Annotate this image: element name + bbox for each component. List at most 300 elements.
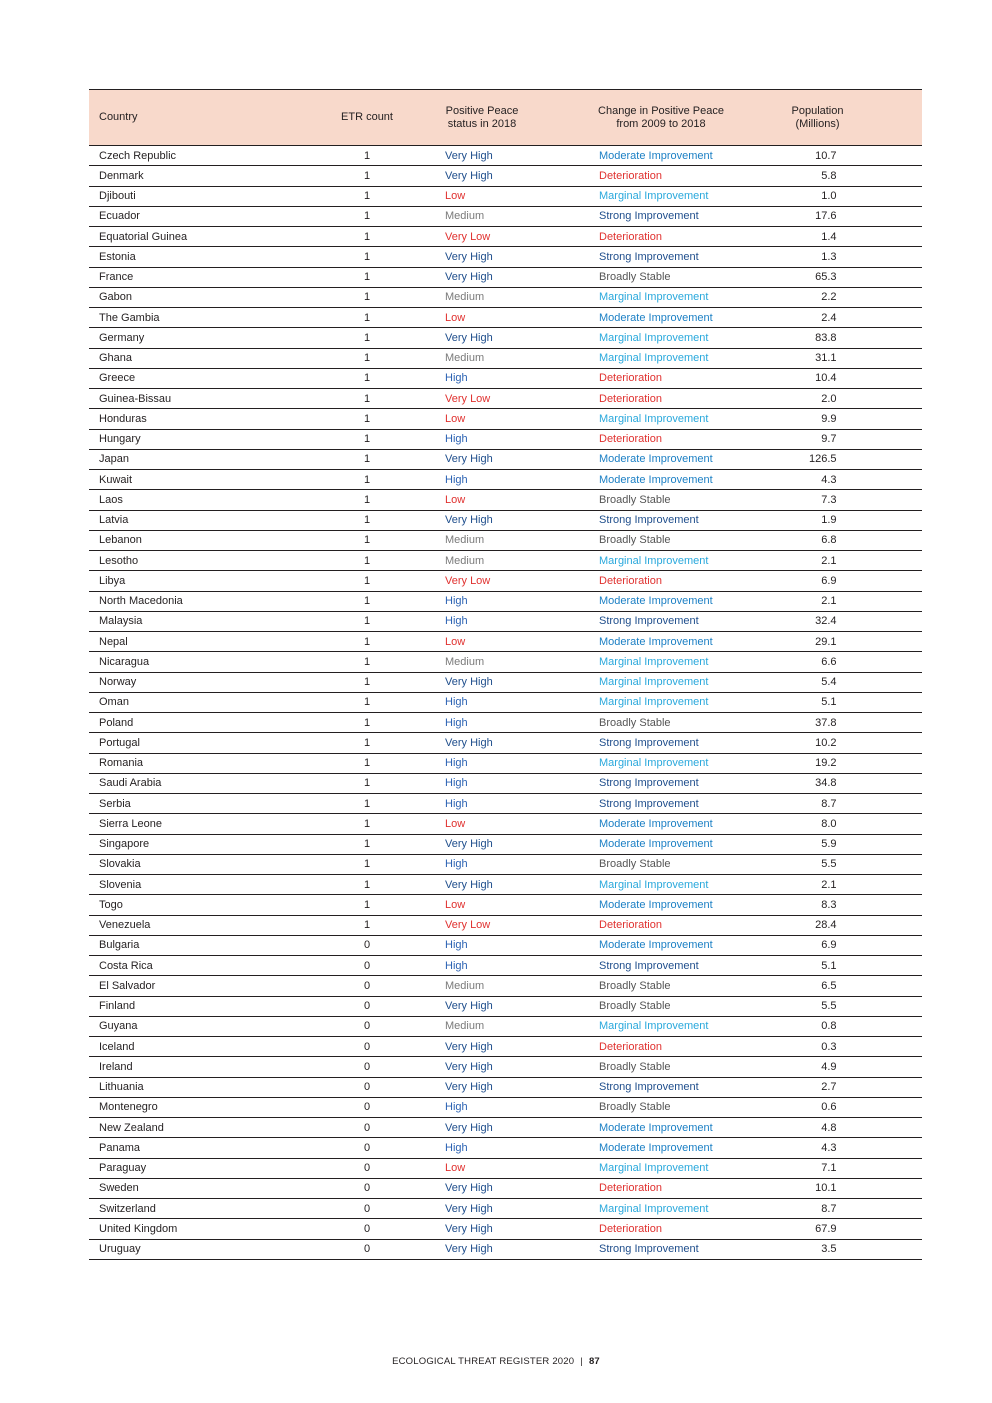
cell-population [749, 777, 886, 789]
cell-change: Moderate Improvement [599, 311, 713, 324]
population-value: 5.5 [821, 858, 837, 871]
cell-status: Medium [445, 979, 485, 992]
cell-etr-count: 0 [363, 1081, 371, 1094]
population-value: 1.3 [821, 250, 837, 263]
cell-etr-count: 0 [363, 1020, 371, 1033]
cell-change: Marginal Improvement [599, 676, 709, 689]
cell-population [749, 838, 886, 850]
cell-change: Deterioration [599, 1222, 662, 1235]
cell-change: Moderate Improvement [599, 453, 713, 466]
table-row [89, 430, 922, 450]
cell-status: High [445, 716, 468, 729]
cell-etr-count: 0 [363, 1060, 371, 1073]
cell-status: Very Low [445, 230, 491, 243]
table-row [89, 470, 922, 490]
table-row [89, 1138, 922, 1158]
cell-population [749, 1020, 886, 1032]
table-row [89, 207, 922, 227]
cell-change: Marginal Improvement [599, 696, 709, 709]
cell-country: Ireland [99, 1060, 133, 1073]
population-value: 5.1 [821, 696, 837, 709]
cell-country: Uruguay [99, 1243, 141, 1256]
cell-etr-count: 1 [363, 392, 371, 405]
cell-population [749, 798, 886, 810]
cell-country: Guyana [99, 1020, 138, 1033]
cell-country: Kuwait [99, 473, 133, 486]
cell-status: Very High [445, 149, 493, 162]
cell-status: Very High [445, 1060, 493, 1073]
cell-country: Panama [99, 1141, 140, 1154]
cell-change: Broadly Stable [599, 1060, 671, 1073]
cell-status: High [445, 1141, 468, 1154]
table-row [89, 531, 922, 551]
cell-etr-count: 1 [363, 149, 371, 162]
header-status-line1: Positive Peace [445, 104, 519, 117]
cell-etr-count: 1 [363, 655, 371, 668]
population-value: 126.5 [808, 453, 837, 466]
cell-etr-count: 0 [363, 1202, 371, 1215]
cell-country: Paraguay [99, 1162, 147, 1175]
cell-population [749, 291, 886, 303]
cell-change: Marginal Improvement [599, 1020, 709, 1033]
table-row [89, 956, 922, 976]
cell-country: Iceland [99, 1040, 135, 1053]
cell-change: Marginal Improvement [599, 291, 709, 304]
cell-country: Bulgaria [99, 939, 140, 952]
cell-country: Czech Republic [99, 149, 177, 162]
population-value: 4.3 [821, 1141, 837, 1154]
cell-country: Lithuania [99, 1081, 144, 1094]
cell-etr-count: 1 [363, 271, 371, 284]
cell-change: Strong Improvement [599, 736, 699, 749]
cell-country: Romania [99, 757, 144, 770]
cell-population [749, 1203, 886, 1215]
table-row [89, 1179, 922, 1199]
table-row [89, 511, 922, 531]
table-row [89, 592, 922, 612]
cell-country: France [99, 271, 134, 284]
cell-etr-count: 0 [363, 1222, 371, 1235]
cell-etr-count: 1 [363, 554, 371, 567]
cell-status: High [445, 696, 468, 709]
population-value: 10.7 [815, 149, 837, 162]
population-value: 10.2 [815, 736, 837, 749]
table-row [89, 268, 922, 288]
population-value: 7.1 [821, 1162, 837, 1175]
header-change-line2: from 2009 to 2018 [616, 117, 706, 130]
cell-status: Very High [445, 514, 493, 527]
cell-population [749, 676, 886, 688]
cell-status: High [445, 1101, 468, 1114]
cell-change: Marginal Improvement [599, 331, 709, 344]
cell-etr-count: 0 [363, 1141, 371, 1154]
cell-country: Finland [99, 1000, 136, 1013]
cell-status: Very High [445, 1182, 493, 1195]
cell-etr-count: 0 [363, 979, 371, 992]
cell-population [749, 170, 886, 182]
cell-country: Latvia [99, 514, 129, 527]
table-row [89, 693, 922, 713]
cell-change: Deterioration [599, 433, 662, 446]
table-row [89, 754, 922, 774]
cell-status: Very High [445, 250, 493, 263]
table-row [89, 450, 922, 470]
table-row [89, 875, 922, 895]
cell-status: Low [445, 311, 466, 324]
cell-population [749, 1182, 886, 1194]
cell-change: Broadly Stable [599, 979, 671, 992]
cell-country: The Gambia [99, 311, 160, 324]
cell-change: Broadly Stable [599, 493, 671, 506]
population-value: 65.3 [815, 271, 837, 284]
table-row [89, 673, 922, 693]
cell-status: Low [445, 1162, 466, 1175]
cell-population [749, 413, 886, 425]
table-row [89, 1078, 922, 1098]
cell-country: Slovenia [99, 878, 142, 891]
population-value: 3.5 [821, 1243, 837, 1256]
cell-country: Honduras [99, 412, 147, 425]
table-row [89, 389, 922, 409]
cell-country: Equatorial Guinea [99, 230, 188, 243]
cell-population [749, 1041, 886, 1053]
cell-change: Strong Improvement [599, 514, 699, 527]
cell-status: Medium [445, 352, 485, 365]
cell-etr-count: 0 [363, 959, 371, 972]
table-row [89, 166, 922, 186]
cell-change: Strong Improvement [599, 797, 699, 810]
table-row [89, 551, 922, 571]
cell-status: Low [445, 190, 466, 203]
cell-change: Moderate Improvement [599, 1141, 713, 1154]
cell-country: Greece [99, 372, 136, 385]
cell-population [749, 858, 886, 870]
cell-country: Sierra Leone [99, 817, 162, 830]
cell-country: Gabon [99, 291, 133, 304]
cell-status: Very High [445, 1222, 493, 1235]
cell-country: Venezuela [99, 919, 151, 932]
cell-etr-count: 1 [363, 210, 371, 223]
cell-change: Moderate Improvement [599, 1121, 713, 1134]
table-row [89, 895, 922, 915]
cell-population [749, 433, 886, 445]
population-value: 31.1 [815, 352, 837, 365]
cell-population [749, 474, 886, 486]
cell-etr-count: 1 [363, 777, 371, 790]
cell-country: El Salvador [99, 979, 156, 992]
population-value: 2.4 [821, 311, 837, 324]
cell-status: High [445, 959, 468, 972]
cell-status: Medium [445, 210, 485, 223]
cell-status: High [445, 777, 468, 790]
population-value: 67.9 [815, 1222, 837, 1235]
cell-etr-count: 1 [363, 757, 371, 770]
population-value: 2.1 [821, 554, 837, 567]
table-body [89, 146, 922, 1260]
table-row [89, 855, 922, 875]
population-value: 0.8 [821, 1020, 837, 1033]
cell-status: Very High [445, 736, 493, 749]
cell-etr-count: 1 [363, 169, 371, 182]
cell-population [749, 960, 886, 972]
cell-status: Low [445, 817, 466, 830]
cell-population [749, 717, 886, 729]
table-row [89, 774, 922, 794]
cell-population [749, 231, 886, 243]
population-value: 0.6 [821, 1101, 837, 1114]
cell-population [749, 919, 886, 931]
cell-change: Strong Improvement [599, 210, 699, 223]
table-row [89, 1057, 922, 1077]
cell-etr-count: 1 [363, 352, 371, 365]
population-value: 1.9 [821, 514, 837, 527]
table-row [89, 632, 922, 652]
cell-population [749, 1122, 886, 1134]
population-value: 2.1 [821, 878, 837, 891]
cell-country: Denmark [99, 169, 144, 182]
cell-country: Norway [99, 676, 137, 689]
table-row [89, 1118, 922, 1138]
cell-status: Very High [445, 1081, 493, 1094]
cell-status: Very High [445, 1121, 493, 1134]
cell-population [749, 1223, 886, 1235]
cell-etr-count: 1 [363, 453, 371, 466]
population-value: 8.7 [821, 1202, 837, 1215]
cell-country: Guinea-Bissau [99, 392, 172, 405]
population-value: 8.0 [821, 817, 837, 830]
cell-etr-count: 1 [363, 838, 371, 851]
cell-country: Costa Rica [99, 959, 153, 972]
cell-population [749, 899, 886, 911]
cell-change: Broadly Stable [599, 271, 671, 284]
population-value: 8.3 [821, 898, 837, 911]
population-value: 29.1 [815, 635, 837, 648]
population-value: 10.4 [815, 372, 837, 385]
cell-country: Hungary [99, 433, 141, 446]
cell-population [749, 757, 886, 769]
population-value: 6.9 [821, 574, 837, 587]
cell-country: Portugal [99, 736, 140, 749]
table-header [89, 90, 922, 146]
cell-etr-count: 1 [363, 696, 371, 709]
population-value: 32.4 [815, 615, 837, 628]
population-value: 37.8 [815, 716, 837, 729]
cell-status: High [445, 615, 468, 628]
cell-etr-count: 1 [363, 919, 371, 932]
cell-status: Medium [445, 534, 485, 547]
table-row [89, 997, 922, 1017]
table-row [89, 146, 922, 166]
cell-change: Strong Improvement [599, 250, 699, 263]
cell-population [749, 980, 886, 992]
header-change [559, 105, 749, 131]
header-pop-line1: Population [791, 104, 844, 117]
cell-status: Low [445, 412, 466, 425]
cell-country: Serbia [99, 797, 131, 810]
cell-status: Very High [445, 271, 493, 284]
cell-population [749, 737, 886, 749]
cell-status: High [445, 372, 468, 385]
cell-status: Very High [445, 676, 493, 689]
cell-population [749, 615, 886, 627]
table-row [89, 1159, 922, 1179]
cell-change: Deterioration [599, 1182, 662, 1195]
cell-population [749, 696, 886, 708]
header-country: Country [99, 111, 138, 123]
cell-population [749, 1162, 886, 1174]
cell-etr-count: 1 [363, 372, 371, 385]
cell-status: Very Low [445, 392, 491, 405]
cell-etr-count: 1 [363, 716, 371, 729]
population-value: 2.0 [821, 392, 837, 405]
cell-country: Montenegro [99, 1101, 158, 1114]
population-value: 5.8 [821, 169, 837, 182]
cell-status: Very High [445, 838, 493, 851]
cell-country: Nicaragua [99, 655, 150, 668]
cell-etr-count: 0 [363, 1121, 371, 1134]
cell-change: Deterioration [599, 372, 662, 385]
cell-etr-count: 1 [363, 514, 371, 527]
cell-etr-count: 1 [363, 190, 371, 203]
cell-etr-count: 1 [363, 433, 371, 446]
cell-change: Moderate Improvement [599, 149, 713, 162]
table-row [89, 1037, 922, 1057]
cell-etr-count: 1 [363, 473, 371, 486]
table-row [89, 814, 922, 834]
cell-status: Very High [445, 1000, 493, 1013]
cell-population [749, 210, 886, 222]
cell-etr-count: 0 [363, 1040, 371, 1053]
cell-status: High [445, 757, 468, 770]
population-value: 9.9 [821, 412, 837, 425]
cell-status: Low [445, 635, 466, 648]
table-row [89, 652, 922, 672]
cell-status: Medium [445, 655, 485, 668]
cell-change: Moderate Improvement [599, 817, 713, 830]
table-row [89, 1199, 922, 1219]
cell-change: Marginal Improvement [599, 655, 709, 668]
table-row [89, 328, 922, 348]
cell-country: Ecuador [99, 210, 140, 223]
cell-country: Poland [99, 716, 134, 729]
cell-population [749, 534, 886, 546]
cell-change: Strong Improvement [599, 959, 699, 972]
cell-population [749, 514, 886, 526]
table-row [89, 490, 922, 510]
cell-etr-count: 1 [363, 635, 371, 648]
population-value: 5.4 [821, 676, 837, 689]
cell-etr-count: 1 [363, 493, 371, 506]
cell-population [749, 1061, 886, 1073]
page-footer [0, 1356, 992, 1367]
cell-population [749, 393, 886, 405]
cell-status: Very High [445, 169, 493, 182]
cell-country: Ghana [99, 352, 133, 365]
population-value: 2.7 [821, 1081, 837, 1094]
cell-population [749, 1142, 886, 1154]
cell-status: Medium [445, 554, 485, 567]
cell-population [749, 494, 886, 506]
cell-etr-count: 1 [363, 250, 371, 263]
cell-country: Libya [99, 574, 126, 587]
cell-etr-count: 1 [363, 736, 371, 749]
cell-country: United Kingdom [99, 1222, 178, 1235]
cell-country: Malaysia [99, 615, 143, 628]
cell-population [749, 372, 886, 384]
cell-status: Very High [445, 453, 493, 466]
cell-country: Nepal [99, 635, 128, 648]
population-value: 6.5 [821, 979, 837, 992]
cell-status: Medium [445, 291, 485, 304]
cell-change: Deterioration [599, 919, 662, 932]
population-value: 1.4 [821, 230, 837, 243]
header-pop-line2: (Millions) [795, 117, 840, 130]
cell-population [749, 1000, 886, 1012]
cell-change: Marginal Improvement [599, 412, 709, 425]
cell-population [749, 150, 886, 162]
cell-country: Slovakia [99, 858, 141, 871]
footer-separator: | [580, 1356, 583, 1367]
cell-change: Moderate Improvement [599, 898, 713, 911]
cell-country: New Zealand [99, 1121, 164, 1134]
population-value: 2.1 [821, 595, 837, 608]
cell-etr-count: 1 [363, 574, 371, 587]
cell-population [749, 1101, 886, 1113]
cell-etr-count: 1 [363, 331, 371, 344]
cell-population [749, 312, 886, 324]
header-status [411, 105, 559, 131]
cell-country: Lebanon [99, 534, 142, 547]
population-value: 7.3 [821, 493, 837, 506]
cell-change: Strong Improvement [599, 1081, 699, 1094]
cell-change: Deterioration [599, 1040, 662, 1053]
cell-change: Strong Improvement [599, 1243, 699, 1256]
population-value: 6.6 [821, 655, 837, 668]
cell-population [749, 879, 886, 891]
table-row [89, 247, 922, 267]
cell-status: High [445, 939, 468, 952]
header-population [749, 105, 886, 131]
cell-status: Very High [445, 1243, 493, 1256]
cell-etr-count: 1 [363, 534, 371, 547]
cell-etr-count: 0 [363, 1101, 371, 1114]
population-value: 19.2 [815, 757, 837, 770]
cell-etr-count: 0 [363, 1162, 371, 1175]
cell-population [749, 1081, 886, 1093]
cell-population [749, 656, 886, 668]
cell-etr-count: 1 [363, 817, 371, 830]
cell-country: North Macedonia [99, 595, 183, 608]
cell-change: Strong Improvement [599, 777, 699, 790]
cell-country: Singapore [99, 838, 150, 851]
cell-status: Low [445, 898, 466, 911]
population-value: 5.1 [821, 959, 837, 972]
cell-country: Laos [99, 493, 123, 506]
population-value: 4.8 [821, 1121, 837, 1134]
table-row [89, 1240, 922, 1260]
population-value: 1.0 [821, 190, 837, 203]
cell-change: Marginal Improvement [599, 554, 709, 567]
cell-population [749, 555, 886, 567]
table-row [89, 369, 922, 389]
cell-status: Very High [445, 1202, 493, 1215]
cell-population [749, 636, 886, 648]
table-row [89, 349, 922, 369]
cell-population [749, 575, 886, 587]
cell-population [749, 1243, 886, 1255]
population-value: 4.3 [821, 473, 837, 486]
cell-change: Deterioration [599, 574, 662, 587]
